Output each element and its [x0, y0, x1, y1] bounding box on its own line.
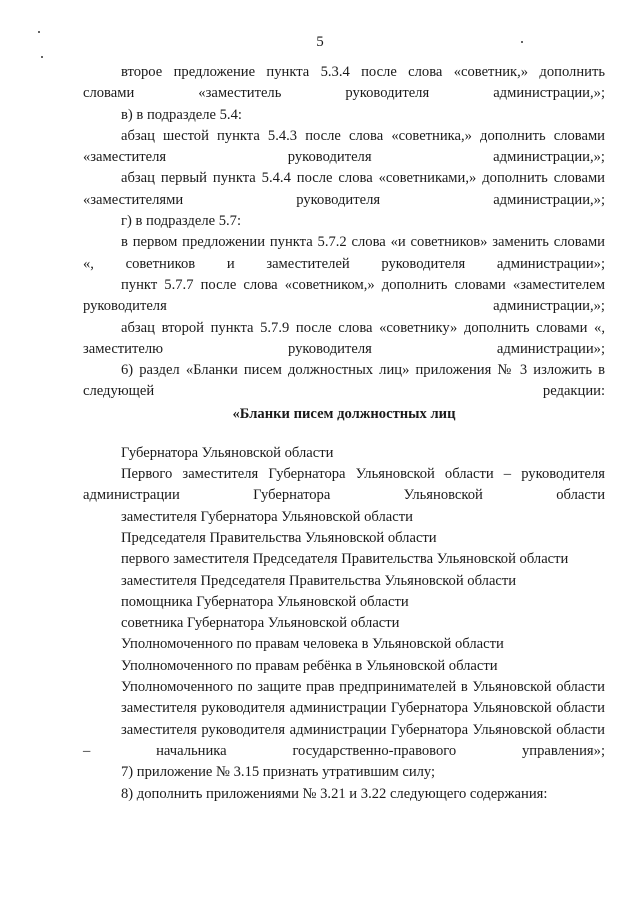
list-item: заместителя руководителя администрации Губернатора Ульяновской области – начальника государственно-правового управления»; — [83, 721, 605, 759]
list-item: первого заместителя Председателя Правительства Ульяновской области — [121, 551, 569, 568]
list-item: Губернатора Ульяновской области — [121, 444, 334, 461]
paragraph: в первом предложении пункта 5.7.2 слова «и советников» заменить словами «, советников и заместителей руководителя администрации»; — [83, 234, 605, 272]
paragraph: абзац второй пункта 5.7.9 после слова «советнику» дополнить словами «, заместителю руководителя администрации»; — [83, 319, 605, 357]
paragraph: пункт 5.7.7 после слова «советником,» дополнить словами «заместителем руководителя администрации,»; — [83, 276, 605, 315]
paragraph: абзац первый пункта 5.4.4 после слова «советниками,» дополнить словами «заместителями руководителя администрации,»; — [83, 170, 605, 208]
paragraph: в) в подразделе 5.4: — [121, 106, 242, 123]
list-item: Уполномоченного по защите прав предпринимателей в Ульяновской области — [121, 679, 605, 696]
paragraph: второе предложение пункта 5.3.4 после слова «советник,» дополнить словами «заместитель руководителя администрации,»; — [83, 64, 605, 102]
list-item: Председателя Правительства Ульяновской области — [121, 529, 437, 546]
paragraph: абзац шестой пункта 5.4.3 после слова «советника,» дополнить словами «заместителя руководителя администрации,»; — [83, 127, 605, 166]
paragraph: 7) приложение № 3.15 признать утратившим силу; — [121, 764, 436, 781]
section-heading: «Бланки писем должностных лиц — [232, 405, 456, 422]
list-item: заместителя Губернатора Ульяновской области — [121, 508, 413, 525]
paragraph: 6) раздел «Бланки писем должностных лиц» приложения № 3 изложить в следующей редакции: — [83, 362, 605, 400]
paragraph: 8) дополнить приложениями № 3.21 и 3.22 следующего содержания: — [121, 785, 548, 802]
paragraph: г) в подразделе 5.7: — [121, 213, 242, 230]
list-item: заместителя руководителя администрации Губернатора Ульяновской области — [121, 700, 605, 717]
scan-speck — [38, 31, 40, 33]
page-number: 5 — [316, 34, 324, 50]
scan-speck — [41, 56, 43, 58]
document-body — [83, 62, 605, 805]
list-item: советника Губернатора Ульяновской области — [121, 615, 400, 632]
list-item: Уполномоченного по правам человека в Ульяновской области — [121, 636, 504, 653]
list-item: Уполномоченного по правам ребёнка в Ульяновской области — [121, 657, 498, 674]
list-item: Первого заместителя Губернатора Ульяновской области – руководителя администрации Губернатора Ульяновской области — [83, 466, 605, 504]
list-item: помощника Губернатора Ульяновской области — [121, 593, 409, 610]
list-item: заместителя Председателя Правительства Ульяновской области — [121, 572, 517, 589]
